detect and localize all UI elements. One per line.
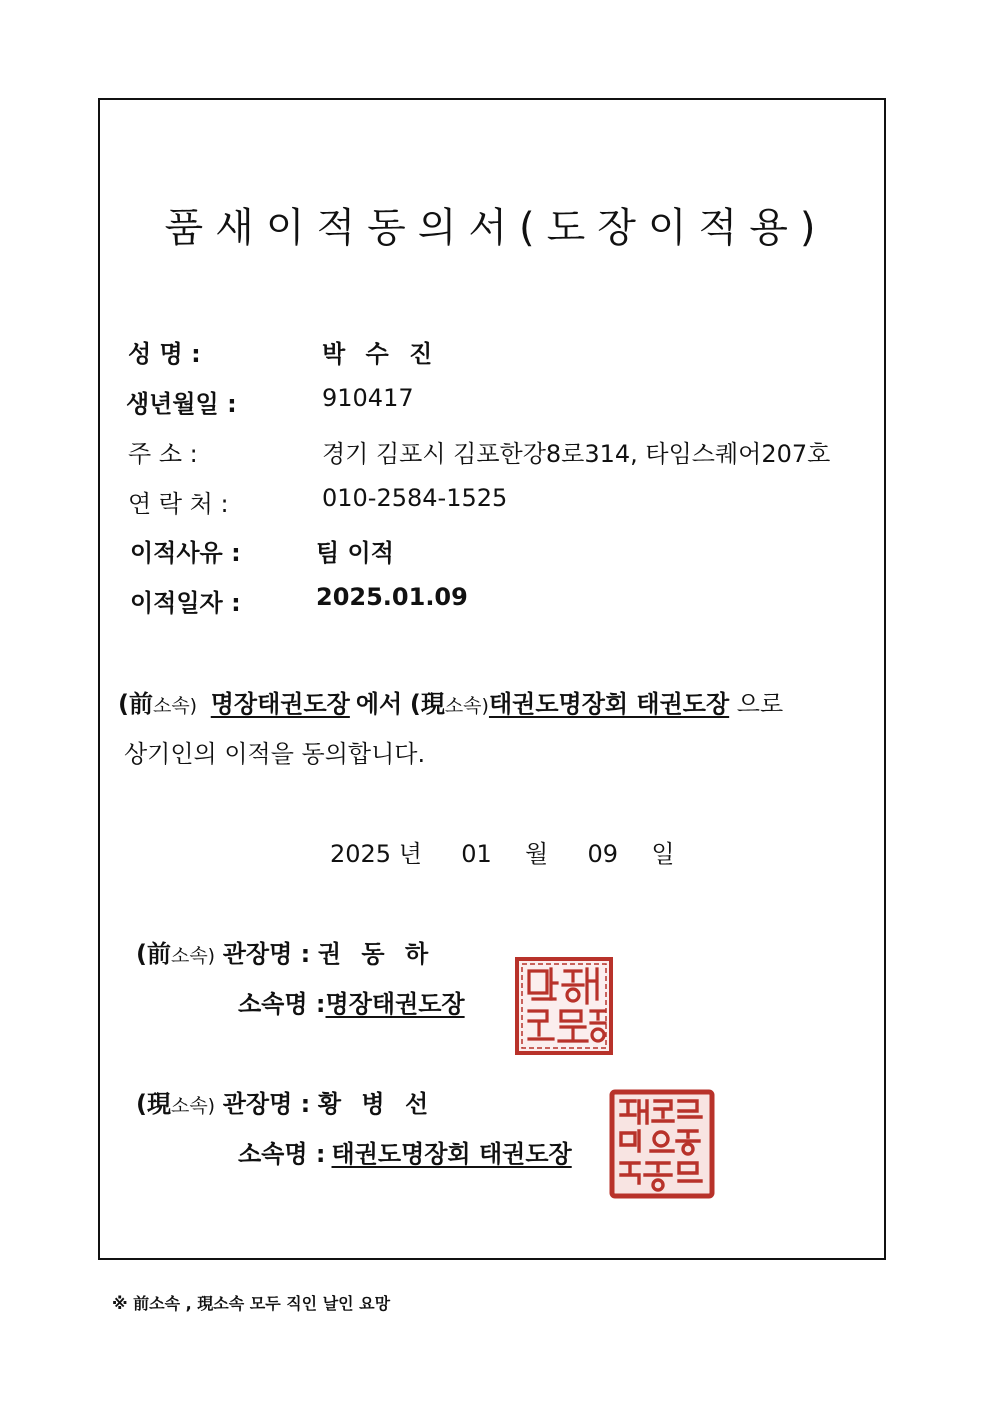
prev-section-hanja: (前 bbox=[136, 940, 171, 968]
curr-gym-name: 태권도명장회 태권도장 bbox=[488, 690, 730, 718]
statement-line-2: 상기인의 이적을 동의합니다. bbox=[124, 740, 426, 768]
name-value: 박 수 진 bbox=[322, 340, 439, 368]
contact-value: 010-2584-1525 bbox=[322, 484, 508, 512]
prev-seal-stamp bbox=[513, 955, 615, 1057]
signed-year: 2025 bbox=[330, 840, 392, 868]
curr-gym-label: 소속명 : bbox=[238, 1140, 326, 1168]
address-value: 경기 김포시 김포한강8로314, 타임스퀘어207호 bbox=[322, 440, 831, 468]
curr-director-row bbox=[136, 1084, 434, 1119]
curr-section-hanja: (現 bbox=[136, 1090, 171, 1118]
prev-director-name: 권 동 하 bbox=[317, 940, 435, 968]
signed-day-unit: 일 bbox=[651, 840, 675, 868]
signed-year-unit: 년 bbox=[398, 840, 422, 868]
prev-gym-value: 명장태권도장 bbox=[325, 990, 465, 1018]
document-title: 품새이적동의서(도장이적용) bbox=[164, 205, 828, 251]
prev-gym-row bbox=[238, 984, 479, 1019]
signed-day: 09 bbox=[587, 840, 619, 868]
address-label: 주 소 : bbox=[128, 440, 198, 468]
prev-section-hangul: 소속) bbox=[170, 945, 216, 967]
contact-label: 연 락 처 : bbox=[128, 490, 229, 518]
prev-gym-label: 소속명 : bbox=[238, 990, 326, 1018]
curr-prefix-hangul: 소속) bbox=[444, 695, 489, 717]
prev-director-label: 관장명 : bbox=[222, 940, 311, 968]
reason-value: 팀 이적 bbox=[316, 539, 394, 567]
curr-director-name: 황 병 선 bbox=[317, 1090, 435, 1118]
signed-date bbox=[330, 834, 675, 869]
footnote: ※ 前소속 , 現소속 모두 직인 날인 요망 bbox=[112, 1294, 391, 1313]
date-label: 이적일자 : bbox=[130, 589, 241, 617]
curr-section-hangul: 소속) bbox=[170, 1095, 216, 1117]
reason-label: 이적사유 : bbox=[130, 539, 241, 567]
prev-gym-name: 명장태권도장 bbox=[210, 690, 350, 718]
curr-prefix-hanja: (現 bbox=[409, 690, 445, 718]
statement-connector: 에서 bbox=[355, 690, 403, 718]
curr-gym-value: 태권도명장회 태권도장 bbox=[331, 1140, 572, 1168]
prev-prefix-hangul: 소속) bbox=[152, 695, 198, 717]
curr-seal-stamp bbox=[609, 1089, 715, 1199]
prev-prefix-hanja: (前 bbox=[118, 690, 153, 718]
signed-month: 01 bbox=[461, 840, 492, 868]
signed-month-unit: 월 bbox=[525, 840, 549, 868]
curr-gym-row bbox=[238, 1134, 572, 1169]
name-label bbox=[128, 334, 296, 369]
statement-line-1 bbox=[118, 684, 783, 719]
prev-director-row bbox=[136, 934, 434, 969]
birth-label: 생년월일 : bbox=[126, 390, 237, 418]
date-value: 2025.01.09 bbox=[316, 583, 468, 611]
name-label-text: 성 명 : bbox=[128, 340, 201, 368]
curr-director-label: 관장명 : bbox=[222, 1090, 311, 1118]
statement-suffix: 으로 bbox=[736, 690, 784, 718]
birth-value: 910417 bbox=[322, 384, 414, 412]
